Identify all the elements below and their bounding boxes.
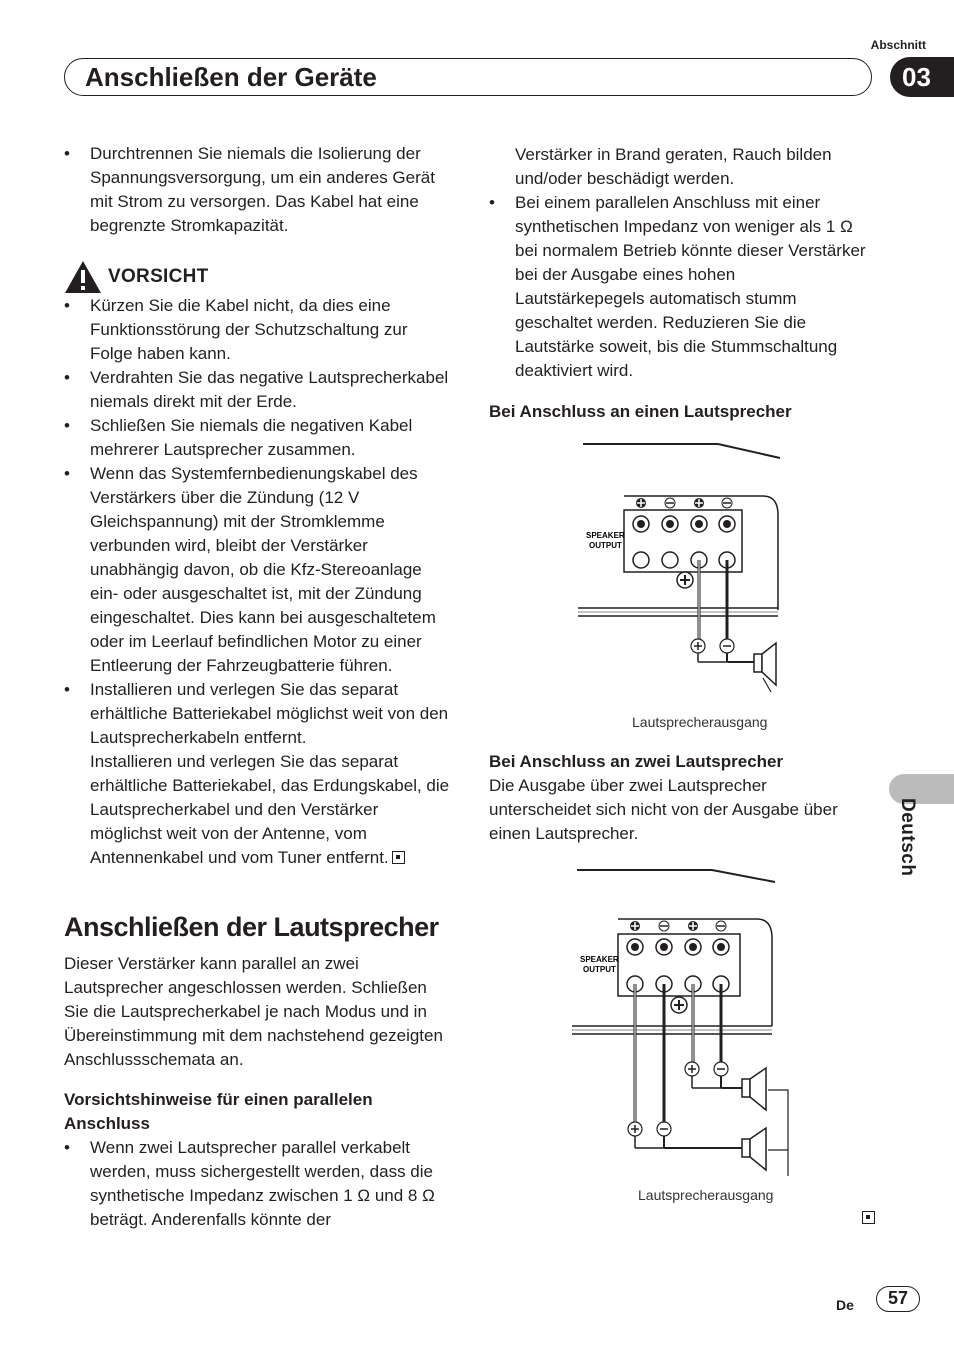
diagram-caption-two: Lautsprecherausgang [638, 1187, 774, 1203]
page-title: Anschließen der Geräte [85, 62, 377, 92]
section-heading: Anschließen der Lautsprecher [64, 912, 439, 942]
caution-header [64, 260, 454, 294]
intro-bullet-list [64, 142, 454, 238]
terminal-markers [630, 921, 726, 931]
language-label: Deutsch [897, 798, 918, 877]
continued-text: Verstärker in Brand geraten, Rauch bilden und/oder beschädigt werden. [515, 145, 832, 188]
footer-language-code: De [836, 1297, 854, 1313]
list-item: • Wenn das Systemfernbedienungskabel des Verstärkers über die Zündung (12 V Gleichspannung) mit der Stromklemme verbunden wird, bleibt der Verstärker unabhängig davon, ob die Kfz-Stereoanlage ein- oder ausgeschaltet ist, mit der Zündung eingeschaltet. Dies kann bei ausgeschaltetem oder im Leerlauf befindlichen Motor zu einer Entleerung der Fahrzeugbatterie führen. [64, 462, 454, 678]
one-speaker-diagram [578, 440, 788, 700]
speaker-icon [635, 1128, 766, 1170]
speaker-icon [698, 643, 776, 692]
list-item: • Bei einem parallelen Anschluss mit einer synthetischen Impedanz von weniger als 1 Ω bei normalem Betrieb könnte dieser Verstärker bei der Ausgabe eines hohen Lautstärkepegels automatisch stumm geschaltet werden. Reduzieren Sie die Lautstärke soweit, bis die Stummschaltung deaktiviert wird. [489, 191, 869, 383]
caution-extra-paragraph [64, 750, 454, 870]
left-column [64, 142, 454, 870]
speaker-output-label-2: OUTPUT [589, 541, 622, 550]
list-item: • Durchtrennen Sie niemals die Isolierung der Spannungsversorgung, um ein anderes Gerät mit Strom zu versorgen. Das Kabel hat eine begrenzte Stromkapazität. [64, 142, 454, 238]
end-mark-icon [392, 851, 405, 864]
end-mark-icon [862, 1211, 875, 1224]
list-item: • Schließen Sie niemals die negativen Kabel mehrerer Lautsprecher zusammen. [64, 414, 454, 462]
speaker-output-label-1: SPEAKER [580, 955, 619, 964]
one-speaker-heading: Bei Anschluss an einen Lautsprecher [489, 402, 792, 421]
list-item: • Verdrahten Sie das negative Lautsprecherkabel niemals direkt mit der Erde. [64, 366, 454, 414]
speaker-section [64, 910, 454, 1232]
speaker-output-label-2: OUTPUT [583, 965, 616, 974]
diagram-caption-one: Lautsprecherausgang [632, 714, 768, 730]
two-speaker-text: Die Ausgabe über zwei Lautsprecher unterscheidet sich nicht von der Ausgabe über einen Lautsprecher. [489, 776, 838, 843]
parallel-bullet-list [64, 1136, 454, 1232]
terminal-markers [636, 498, 732, 508]
caution-bullet-list [64, 294, 454, 750]
caution-title: VORSICHT [108, 266, 209, 287]
warning-icon [64, 260, 102, 294]
section-intro: Dieser Verstärker kann parallel an zwei Lautsprecher angeschlossen werden. Schließen Sie die Lautsprecherkabel je nach Modus und in Übereinstimmung mit dem nachstehend gezeigten Anschlussschemata an. [64, 954, 443, 1069]
two-speaker-diagram [572, 866, 794, 1186]
parallel-bullet-list-2 [489, 191, 869, 383]
section-number-badge: 03 [890, 57, 954, 97]
list-item: • Kürzen Sie die Kabel nicht, da dies eine Funktionsstörung der Schutzschaltung zur Folge haben kann. [64, 294, 454, 366]
list-item: • Wenn zwei Lautsprecher parallel verkabelt werden, muss sichergestellt werden, dass die synthetische Impedanz zwischen 1 Ω und 8 Ω beträgt. Anderenfalls könnte der [64, 1136, 454, 1232]
speaker-icon [692, 1068, 766, 1110]
page-number: 57 [876, 1286, 920, 1312]
parallel-heading: Vorsichtshinweise für einen parallelen Anschluss [64, 1090, 373, 1133]
caution-extra-text: Installieren und verlegen Sie das separat erhältliche Batteriekabel, das Erdungskabel, die Lautsprecherkabel und den Verstärker möglichst weit von der Antenne, vom Antennenkabel und vom Tuner entfernt. [90, 752, 450, 867]
two-speaker-section [489, 750, 859, 846]
section-label: Abschnitt [870, 38, 926, 52]
right-column [489, 143, 869, 424]
two-speaker-heading: Bei Anschluss an zwei Lautsprecher [489, 752, 784, 771]
speaker-output-label-1: SPEAKER [586, 531, 625, 540]
list-item: • Installieren und verlegen Sie das separat erhältliche Batteriekabel möglichst weit von den Lautsprecherkabeln entfernt. [64, 678, 454, 750]
